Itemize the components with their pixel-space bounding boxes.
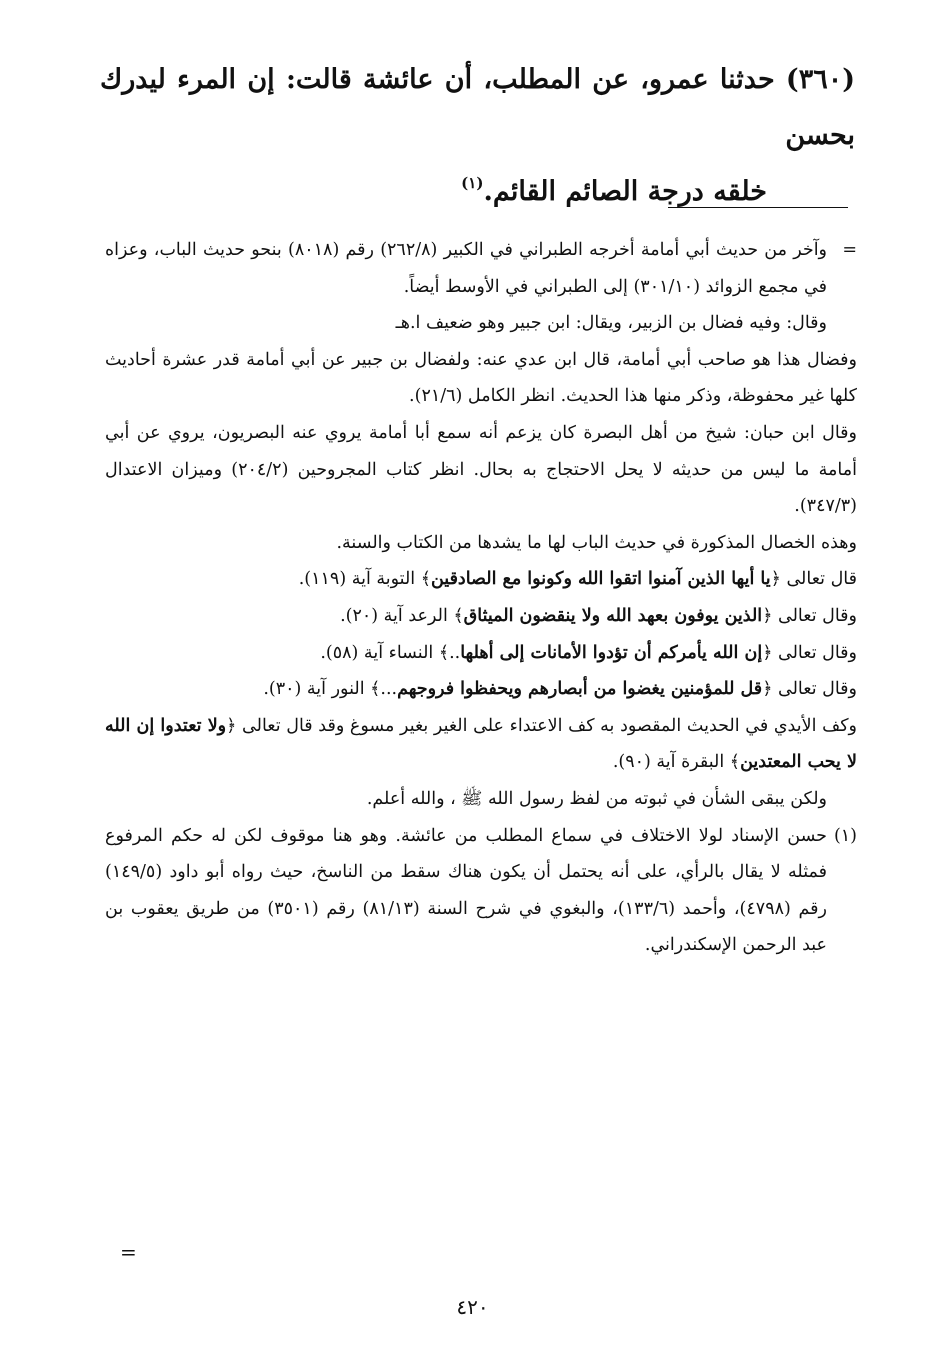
hadith-text [100,52,855,220]
quote-4-post: ...﴾ النور آية (٣٠). [263,679,398,700]
quote-2-post: ﴾ الرعد آية (٢٠). [340,605,464,626]
quote-2-pre: وقال تعالى ﴿ [762,605,857,626]
quote-4-verse: قل للمؤمنين يغضوا من أبصارهم ويحفظوا فروجهم [397,679,763,700]
quote-1-post: ﴾ التوبة آية (١١٩). [298,569,431,590]
paragraph-6-verse: ولا تعتدوا إن الله لا يحب المعتدين [105,715,857,773]
hadith-line-2-text: خلقه درجة الصائم القائم. [483,176,767,207]
quote-3-pre: وقال تعالى ﴿ [762,642,857,663]
continuation-mark: = [842,240,857,260]
footnote-paragraph-1 [105,232,857,305]
footnote-separator [668,207,848,208]
continuation-end-mark: = [120,1240,137,1264]
quote-3-verse: إن الله يأمركم أن تؤدوا الأمانات إلى أهلها [460,642,763,663]
footnotes-section [105,232,857,964]
footnote-paragraph-4: وقال ابن حبان: شيخ من أهل البصرة كان يزعم أنه سمع أبا أمامة يروي عنه البصريون، يروي عن أبي أمامة ما ليس من حديثه لا يحل الاحتجاج به بحال. انظر كتاب المجروحين (٢٠٤/٢) وميزان الاعتدال (٣٤٧/٣). [105,422,857,517]
footnote-ref-marker: (١) [461,174,484,192]
footnote-paragraph-6 [105,708,857,781]
footnote-paragraph-3: وفضال هذا هو صاحب أبي أمامة، قال ابن عدي عنه: ولفضال بن جبير عن أبي أمامة قدر عشرة أحاديث كلها غير محفوظة، وذكر منها هذا الحديث. انظر الكامل (٢١/٦). [105,349,857,407]
quote-2-verse: الذين يوفون بعهد الله ولا ينقضون الميثاق [463,605,763,626]
footnote-paragraph-2: وقال: وفيه فضال بن الزبير، ويقال: ابن جبير وهو ضعيف ا.هـ [395,313,827,334]
quran-quote-4 [105,671,857,708]
footnote-1 [105,818,857,964]
quote-4-pre: وقال تعالى ﴿ [762,679,857,700]
quote-1-verse: يا أيها الذين آمنوا اتقوا الله وكونوا مع الصادقين [430,569,771,590]
paragraph-6-pre: وكف الأيدي في الحديث المقصود به كف الاعتداء على الغير بغير مسوغ وقد قال تعالى ﴿ [226,715,857,736]
quran-quote-2 [105,598,857,635]
quran-quote-3 [105,635,857,672]
footnote-paragraph-5: وهذه الخصال المذكورة في حديث الباب لها ما يشدها من الكتاب والسنة. [336,532,857,553]
page-number: ٤٢٠ [456,1295,489,1319]
footnote-1-text: حسن الإسناد لولا الاختلاف في سماع المطلب من عائشة. وهو هنا موقوف لكن له حكم المرفوع فمثله لا يقال بالرأي، على أنه يحتمل أن يكون هناك سقط من الناسخ، حيث رواه أبو داود (١٤٩/٥) رقم (٤٧٩٨)، وأحمد (١٣٣/٦)، والبغوي في شرح السنة (٨١/١٣) رقم (٣٥٠١) من طريق يعقوب بن عبد الرحمن الإسكندراني. [105,825,827,956]
quran-quote-1 [105,561,857,598]
footnote-1-number: (١) [833,825,857,846]
footnote-paragraph-7: ولكن يبقى الشأن في ثبوته من لفظ رسول الله ﷺ ، والله أعلم. [366,788,827,809]
hadith-line-2 [100,164,855,220]
quote-1-pre: قال تعالى ﴿ [770,569,857,590]
footnote-paragraph-1-text: وآخر من حديث أبي أمامة أخرجه الطبراني في الكبير (٢٦٢/٨) رقم (٨٠١٨) بنحو حديث الباب، وعزاه في مجمع الزوائد (٣٠١/١٠) إلى الطبراني في الأوسط أيضاً. [105,240,828,297]
paragraph-6-post: ﴾ البقرة آية (٩٠). [612,752,741,773]
hadith-line-1: (٣٦٠) حدثنا عمرو، عن المطلب، أن عائشة قالت: إن المرء ليدرك بحسن [100,64,855,151]
quote-3-post: ..﴾ النساء آية (٥٨). [320,642,461,663]
